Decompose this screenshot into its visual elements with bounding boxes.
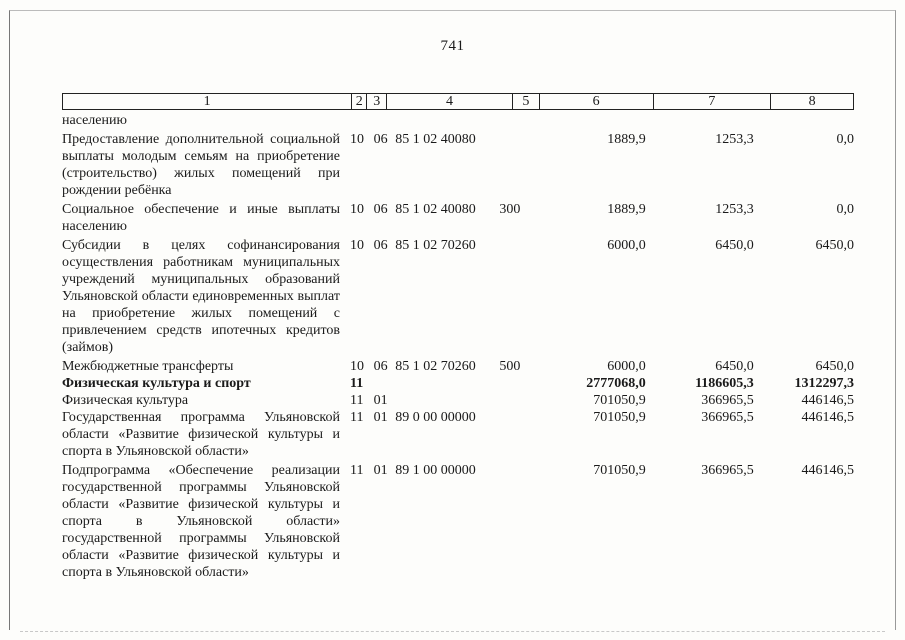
row-target: 85 1 02 70260 — [395, 359, 476, 374]
header-col-8: 8 — [808, 94, 816, 109]
header-col-2: 2 — [352, 94, 367, 109]
row-section: 11 — [350, 393, 364, 408]
row-type — [499, 237, 542, 356]
row-value-6: 701050,9 — [593, 410, 646, 425]
table-row — [62, 375, 854, 392]
row-subsection: 06 — [373, 202, 388, 217]
row-value-8: 6450,0 — [815, 238, 854, 253]
row-value-6: 2777068,0 — [586, 376, 646, 391]
header-col-3: 3 — [367, 94, 387, 109]
row-type: 500 — [499, 359, 521, 374]
row-value-8 — [754, 112, 854, 129]
row-section: 10 — [350, 202, 364, 217]
row-subsection: 01 — [373, 410, 388, 425]
row-target — [395, 375, 499, 392]
row-section: 11 — [350, 376, 364, 391]
row-type — [499, 131, 542, 199]
row-value-6: 1889,9 — [607, 202, 646, 217]
row-type — [499, 112, 542, 129]
table-row — [62, 112, 854, 129]
row-name: Межбюджетные трансферты — [62, 359, 234, 374]
page-number: 741 — [440, 38, 465, 54]
table-header — [62, 93, 854, 110]
row-name: населению — [62, 113, 127, 128]
row-value-6: 701050,9 — [593, 463, 646, 478]
row-value-6 — [543, 112, 646, 129]
header-col-7: 7 — [654, 94, 772, 109]
row-name: Предоставление дополнительной социальной выплаты молодым семьям на приобретение (строительство) жилых помещений при рождении ребёнка — [62, 132, 340, 198]
table-row — [62, 409, 854, 460]
row-value-6: 1889,9 — [607, 132, 646, 147]
row-subsection — [370, 112, 396, 129]
row-value-7: 1253,3 — [715, 132, 754, 147]
row-section: 10 — [350, 359, 364, 374]
table-row — [62, 131, 854, 199]
header-col-4: 4 — [387, 94, 513, 109]
row-type — [499, 392, 542, 409]
row-section: 11 — [350, 410, 364, 425]
row-name: Физическая культура — [62, 393, 189, 408]
row-value-8: 0,0 — [836, 132, 854, 147]
table-row — [62, 392, 854, 409]
row-section — [340, 112, 370, 129]
row-value-6: 6000,0 — [607, 238, 646, 253]
row-value-7: 6450,0 — [715, 359, 754, 374]
row-value-8: 446146,5 — [801, 410, 854, 425]
row-subsection: 06 — [373, 132, 388, 147]
row-value-7: 1186605,3 — [695, 376, 754, 391]
row-target: 89 0 00 00000 — [395, 410, 476, 425]
row-target — [395, 112, 499, 129]
row-type — [499, 409, 542, 460]
row-value-7: 1253,3 — [715, 202, 754, 217]
row-section: 11 — [350, 463, 364, 478]
row-name: Социальное обеспечение и иные выплаты населению — [62, 202, 340, 234]
row-subsection: 06 — [373, 238, 388, 253]
table-body — [62, 112, 854, 581]
row-value-8: 446146,5 — [801, 463, 854, 478]
header-col-1: 1 — [63, 94, 352, 109]
row-value-8: 0,0 — [836, 202, 854, 217]
row-section: 10 — [350, 238, 364, 253]
row-target — [395, 392, 499, 409]
row-subsection: 01 — [373, 393, 388, 408]
row-value-7: 366965,5 — [701, 463, 754, 478]
row-target: 89 1 00 00000 — [395, 463, 476, 478]
row-name: Государственная программа Ульяновской области «Развитие физической культуры и спорта в Ульяновской области» — [62, 410, 340, 459]
bottom-edge-rule — [20, 631, 885, 632]
row-section: 10 — [350, 132, 364, 147]
row-subsection: 06 — [373, 359, 388, 374]
row-value-7: 366965,5 — [701, 410, 754, 425]
row-name: Подпрограмма «Обеспечение реализации государственной программы Ульяновской области «Развитие физической культуры и спорта в Ульяновской области» государственной программы Ульяновской области «Развитие физической культуры и спорта в Ульяновской области» — [62, 463, 340, 580]
table-row — [62, 462, 854, 581]
row-target: 85 1 02 40080 — [395, 132, 476, 147]
table-row — [62, 201, 854, 235]
row-value-7: 366965,5 — [701, 393, 754, 408]
header-col-5: 5 — [513, 94, 540, 109]
row-value-6: 701050,9 — [593, 393, 646, 408]
row-value-8: 6450,0 — [815, 359, 854, 374]
row-value-7 — [646, 112, 754, 129]
row-type — [499, 375, 542, 392]
row-name: Субсидии в целях софинансирования осуществления работникам муниципальных учреждений муниципальных образований Ульяновской области единовременных выплат на приобретение жилых помещений с привлечением средств ипотечных кредитов (займов) — [62, 238, 340, 355]
row-name: Физическая культура и спорт — [62, 376, 251, 391]
row-value-8: 1312297,3 — [794, 376, 854, 391]
table-row — [62, 358, 854, 375]
row-target: 85 1 02 70260 — [395, 238, 476, 253]
row-type: 300 — [499, 202, 521, 217]
row-value-8: 446146,5 — [801, 393, 854, 408]
row-value-6: 6000,0 — [607, 359, 646, 374]
row-subsection — [370, 375, 396, 392]
row-type — [499, 462, 542, 581]
header-col-6: 6 — [540, 94, 654, 109]
row-value-7: 6450,0 — [715, 238, 754, 253]
row-subsection: 01 — [373, 463, 388, 478]
row-target: 85 1 02 40080 — [395, 202, 476, 217]
table-row — [62, 237, 854, 356]
